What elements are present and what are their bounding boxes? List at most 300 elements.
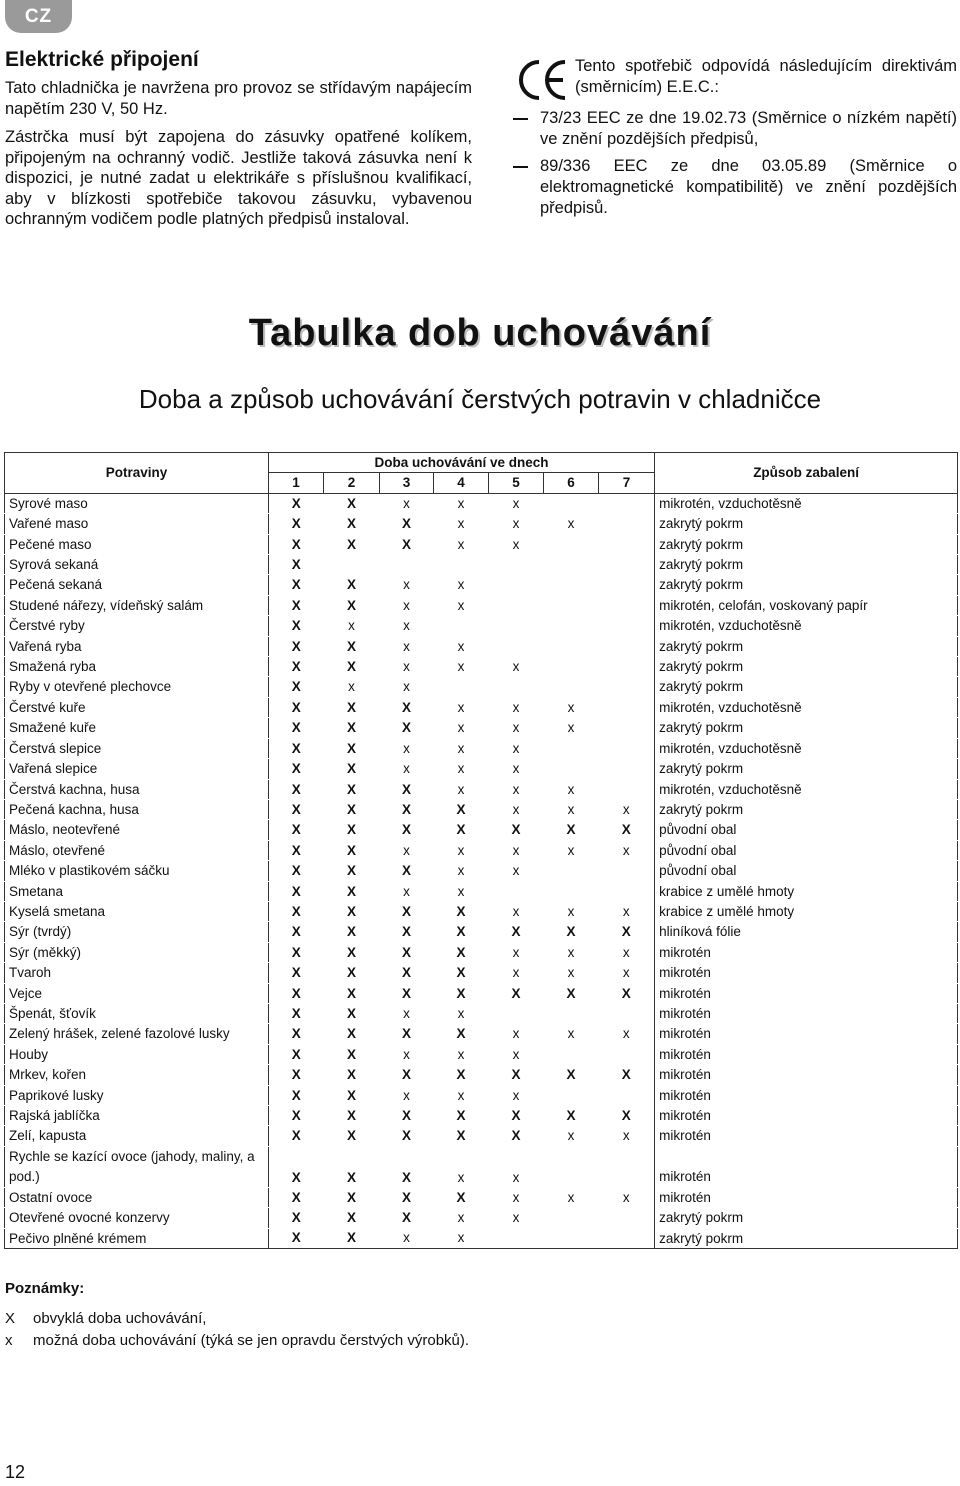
storage-day-cell: X [269, 881, 324, 901]
table-row [5, 759, 958, 779]
packaging-cell: mikrotén, vzduchotěsně [655, 616, 958, 636]
storage-day-cell: X [269, 1085, 324, 1105]
storage-day-cell: X [566, 924, 576, 940]
storage-day-cell: x [457, 863, 465, 879]
storage-day-cell [544, 1003, 599, 1023]
storage-day-cell [544, 555, 599, 575]
storage-day-cell: X [269, 759, 324, 779]
storage-day-cell: X [401, 536, 411, 552]
storage-day-cell: X [346, 577, 356, 593]
storage-day-cell [544, 595, 599, 615]
dash-bullet [513, 108, 540, 150]
storage-day-cell: X [401, 1210, 411, 1226]
storage-day-cell: X [401, 944, 411, 960]
storage-day-cell: X [511, 924, 521, 940]
storage-day-cell: x [512, 761, 520, 777]
table-row [5, 1065, 958, 1085]
storage-day-cell: X [401, 1189, 411, 1205]
food-name-cell: Smažená ryba [5, 657, 269, 677]
storage-day-cell [599, 697, 655, 717]
food-name-cell: Zelený hrášek, zelené fazolové lusky [5, 1024, 269, 1044]
storage-day-cell: X [269, 1106, 324, 1126]
storage-day-cell: X [269, 799, 324, 819]
storage-day-cell: x [512, 863, 520, 879]
storage-day-cell: x [512, 536, 520, 552]
storage-day-cell: X [346, 1026, 356, 1042]
storage-day-cell: x [512, 720, 520, 736]
storage-day-cell: X [566, 822, 576, 838]
day-number-header: 2 [324, 473, 380, 493]
electrical-connection-section [5, 46, 472, 238]
storage-day-cell [599, 555, 655, 575]
header-days: Doba uchovávání ve dnech [269, 453, 655, 473]
storage-day-cell [599, 779, 655, 799]
storage-day-cell: x [457, 1169, 465, 1185]
table-row [5, 493, 958, 513]
header-packaging: Způsob zabalení [655, 453, 958, 494]
storage-day-cell [489, 575, 544, 595]
table-row [5, 1187, 958, 1207]
storage-day-cell [544, 616, 599, 636]
food-name-cell: Máslo, otevřené [5, 840, 269, 860]
storage-day-cell: X [346, 965, 356, 981]
food-name-cell: Syrové maso [5, 493, 269, 513]
storage-day-cell: x [567, 1026, 575, 1042]
header-food: Potraviny [5, 453, 269, 494]
packaging-cell: mikrotén [655, 1065, 958, 1085]
storage-day-cell [599, 1003, 655, 1023]
storage-day-cell: X [401, 903, 411, 919]
storage-day-cell: x [457, 577, 465, 593]
storage-day-cell [599, 738, 655, 758]
storage-day-cell [544, 881, 599, 901]
food-name-cell: Pečená kachna, husa [5, 799, 269, 819]
table-row [5, 534, 958, 554]
storage-day-cell: X [269, 697, 324, 717]
storage-day-cell: x [512, 659, 520, 675]
storage-day-cell: X [346, 883, 356, 899]
storage-day-cell: X [401, 1169, 411, 1185]
storage-day-cell [324, 555, 380, 575]
table-row [5, 1146, 958, 1187]
storage-day-cell: X [401, 863, 411, 879]
storage-day-cell: X [346, 516, 356, 532]
table-subtitle: Doba a způsob uchovávání čerstvých potravin v chladničce [138, 384, 822, 414]
storage-day-cell: X [346, 496, 356, 512]
storage-day-cell [544, 636, 599, 656]
food-name-cell: Zelí, kapusta [5, 1126, 269, 1146]
storage-day-cell: X [401, 985, 411, 1001]
storage-day-cell [544, 738, 599, 758]
storage-day-cell [599, 881, 655, 901]
storage-day-cell: X [269, 1126, 324, 1146]
storage-day-cell: X [456, 924, 466, 940]
packaging-cell: mikrotén [655, 942, 958, 962]
food-name-cell: Rajská jablíčka [5, 1106, 269, 1126]
storage-day-cell: X [346, 536, 356, 552]
storage-day-cell [599, 718, 655, 738]
ce-intro-text: Tento spotřebič odpovídá následujícím direktivám (směrnicím) E.E.C.: [575, 57, 957, 96]
storage-day-cell: X [566, 1108, 576, 1123]
storage-day-cell: x [567, 944, 575, 960]
packaging-cell: krabice z umělé hmoty [655, 881, 958, 901]
storage-day-cell: x [512, 740, 520, 756]
storage-day-cell: X [401, 720, 411, 736]
storage-day-cell: x [512, 944, 520, 960]
storage-day-cell: X [346, 699, 356, 715]
storage-day-cell: X [346, 903, 356, 919]
table-row [5, 555, 958, 575]
storage-day-cell: X [456, 822, 466, 838]
packaging-cell: zakrytý pokrm [655, 514, 958, 534]
storage-day-cell: X [401, 1026, 411, 1042]
storage-day-cell: x [512, 516, 520, 532]
table-row [5, 1228, 958, 1248]
table-row [5, 840, 958, 860]
table-row [5, 616, 958, 636]
day-number-header: 7 [599, 473, 655, 493]
storage-day-cell: X [456, 985, 466, 1001]
packaging-cell: mikrotén [655, 1003, 958, 1023]
storage-day-cell: X [346, 842, 356, 858]
table-row [5, 514, 958, 534]
table-row [5, 1085, 958, 1105]
storage-day-cell: X [599, 922, 655, 942]
packaging-cell: mikrotén [655, 963, 958, 983]
storage-day-cell: X [269, 840, 324, 860]
day-number-header: 5 [489, 473, 544, 493]
storage-day-cell: X [599, 1106, 655, 1126]
storage-day-cell: X [599, 983, 655, 1003]
storage-day-cell: X [269, 779, 324, 799]
table-row [5, 881, 958, 901]
storage-day-cell: X [269, 1187, 324, 1207]
food-name-cell: Mléko v plastikovém sáčku [5, 861, 269, 881]
storage-day-cell: x [512, 1189, 520, 1205]
packaging-cell: zakrytý pokrm [655, 555, 958, 575]
storage-day-cell: x [380, 1228, 434, 1248]
storage-day-cell: X [269, 1024, 324, 1044]
storage-day-cell: X [346, 720, 356, 736]
table-row [5, 1208, 958, 1228]
storage-day-cell: x [457, 699, 465, 715]
note-text: obvyklá doba uchovávání, [33, 1310, 207, 1327]
packaging-cell: zakrytý pokrm [655, 1228, 958, 1248]
packaging-cell: mikrotén [655, 1106, 958, 1126]
paragraph: Zástrčka musí být zapojena do zásuvky opatřené kolíkem, připojeným na ochranný vodič. Jestliže taková zásuvka není k dispozici, je nutné zadat u elektrikáře s příslušnou kvalifikací, aby v blízkosti spotřebiče takovou zásuvku, vybavenou ochranným vodičem podle platných předpisů instaloval. [5, 128, 472, 228]
storage-day-cell: x [403, 638, 410, 654]
storage-day-cell: X [401, 801, 411, 817]
storage-day-cell: X [269, 595, 324, 615]
table-row [5, 1003, 958, 1023]
storage-day-cell: X [456, 1067, 466, 1083]
food-name-cell: Vařená slepice [5, 759, 269, 779]
food-name-cell: Pečená sekaná [5, 575, 269, 595]
storage-day-cell: x [567, 781, 575, 797]
food-name-cell: Smažené kuře [5, 718, 269, 738]
storage-day-cell: X [269, 922, 324, 942]
directive-text: 89/336 EEC ze dne 03.05.89 (Směrnice o elektromagnetické kompatibilitě) ve znění pozdějších předpisů. [540, 157, 957, 217]
table-row [5, 575, 958, 595]
storage-day-cell [599, 1208, 655, 1228]
storage-day-cell: x [512, 842, 520, 858]
storage-day-cell: X [346, 1087, 356, 1103]
food-name-cell: Ostatní ovoce [5, 1187, 269, 1207]
food-name-cell: Syrová sekaná [5, 555, 269, 575]
storage-day-cell: x [599, 963, 655, 983]
packaging-cell: hliníková fólie [655, 922, 958, 942]
storage-day-cell: x [599, 1126, 655, 1146]
storage-day-cell [544, 1146, 599, 1187]
packaging-cell: původní obal [655, 861, 958, 881]
packaging-cell: mikrotén [655, 1126, 958, 1146]
table-row [5, 799, 958, 819]
ce-compliance-section [513, 56, 957, 219]
storage-day-cell: X [346, 1046, 356, 1062]
packaging-cell: mikrotén [655, 1187, 958, 1207]
food-name-cell: Sýr (měkký) [5, 942, 269, 962]
packaging-cell: mikrotén [655, 1024, 958, 1044]
storage-day-cell [599, 1146, 655, 1187]
table-row [5, 738, 958, 758]
storage-day-cell: X [269, 514, 324, 534]
storage-day-cell: X [269, 616, 324, 636]
table-body [5, 493, 958, 1248]
packaging-cell: mikrotén, celofán, voskovaný papír [655, 595, 958, 615]
food-name-cell: Houby [5, 1044, 269, 1064]
food-name-cell: Špenát, šťovík [5, 1003, 269, 1023]
packaging-cell: krabice z umělé hmoty [655, 901, 958, 921]
table-row [5, 697, 958, 717]
packaging-cell: zakrytý pokrm [655, 799, 958, 819]
notes-title: Poznámky: [5, 1280, 85, 1297]
storage-day-cell: x [512, 781, 520, 797]
storage-day-cell: X [346, 1108, 356, 1123]
packaging-cell: mikrotén [655, 1085, 958, 1105]
food-name-cell: Studené nářezy, vídeňský salám [5, 595, 269, 615]
dash-bullet [513, 156, 540, 219]
storage-day-cell: x [512, 1169, 520, 1185]
storage-day-cell: X [599, 1065, 655, 1085]
notes-section [5, 1278, 469, 1352]
storage-day-cell: x [567, 720, 575, 736]
storage-day-cell: X [401, 1128, 411, 1144]
packaging-cell: mikrotén [655, 983, 958, 1003]
directive-item [513, 156, 957, 219]
table-title: Tabulka dob uchovávání [248, 312, 712, 354]
storage-day-cell: X [269, 963, 324, 983]
table-row [5, 718, 958, 738]
storage-day-cell: X [269, 820, 324, 840]
directive-item [513, 108, 957, 150]
food-name-cell: Vařená ryba [5, 636, 269, 656]
packaging-cell: mikrotén, vzduchotěsně [655, 697, 958, 717]
language-badge: CZ [5, 0, 72, 33]
food-name-cell: Máslo, neotevřené [5, 820, 269, 840]
storage-day-cell: X [269, 901, 324, 921]
table-row [5, 1024, 958, 1044]
food-name-cell: Otevřené ovocné konzervy [5, 1208, 269, 1228]
page-number: 12 [5, 1462, 26, 1482]
food-name-cell: Pečené maso [5, 534, 269, 554]
storage-day-cell: x [599, 1187, 655, 1207]
storage-day-cell: x [457, 597, 465, 613]
storage-day-cell: X [269, 1146, 324, 1187]
storage-day-cell: X [269, 738, 324, 758]
storage-day-cell: x [512, 699, 520, 715]
storage-day-cell: x [457, 1005, 465, 1021]
storage-day-cell: x [567, 903, 575, 919]
storage-day-cell [599, 493, 655, 513]
packaging-cell: zakrytý pokrm [655, 1208, 958, 1228]
storage-day-cell: X [456, 1128, 466, 1144]
day-number-header: 1 [269, 473, 324, 493]
storage-day-cell: X [269, 657, 324, 677]
storage-day-cell: x [599, 840, 655, 860]
table-row [5, 901, 958, 921]
storage-day-cell: x [403, 1087, 410, 1103]
packaging-cell: zakrytý pokrm [655, 575, 958, 595]
storage-day-cell: x [567, 516, 575, 532]
table-row [5, 1126, 958, 1146]
storage-day-cell: x [567, 1128, 575, 1144]
storage-day-cell: X [599, 820, 655, 840]
storage-day-cell: x [457, 1210, 465, 1226]
storage-day-cell: X [269, 1065, 324, 1085]
note-symbol: X [5, 1310, 16, 1327]
table-row [5, 636, 958, 656]
storage-day-cell: X [401, 1108, 411, 1123]
storage-day-cell: x [567, 1189, 575, 1205]
storage-day-cell [544, 861, 599, 881]
storage-day-cell [434, 616, 489, 636]
storage-day-cell: X [346, 801, 356, 817]
storage-day-cell: x [434, 1228, 489, 1248]
storage-day-cell: X [324, 1228, 380, 1248]
storage-day-cell: x [403, 597, 410, 613]
storage-day-cell: X [346, 1210, 356, 1226]
storage-day-cell: x [457, 496, 465, 512]
storage-day-cell: X [346, 944, 356, 960]
storage-day-cell [544, 657, 599, 677]
storage-day-cell: X [456, 965, 466, 981]
packaging-cell: mikrotén, vzduchotěsně [655, 738, 958, 758]
paragraph: Tato chladnička je navržena pro provoz se střídavým napájecím napětím 230 V, 50 Hz. [5, 79, 472, 118]
storage-day-cell: X [346, 740, 356, 756]
food-name-cell: Ryby v otevřené plechovce [5, 677, 269, 697]
storage-day-cell: x [403, 1046, 410, 1062]
storage-day-cell: X [401, 781, 411, 797]
storage-day-cell [489, 636, 544, 656]
storage-day-cell [599, 1044, 655, 1064]
storage-day-cell [599, 657, 655, 677]
storage-day-cell: x [599, 942, 655, 962]
directive-text: 73/23 EEC ze dne 19.02.73 (Směrnice o nízkém napětí) ve znění pozdějších předpisů, [540, 109, 957, 148]
food-name-cell: Vařené maso [5, 514, 269, 534]
storage-table [4, 452, 958, 1249]
storage-day-cell: x [457, 781, 465, 797]
day-number-header: 4 [434, 473, 489, 493]
storage-day-cell: X [346, 1169, 356, 1185]
storage-day-cell [599, 636, 655, 656]
storage-day-cell: X [269, 1044, 324, 1064]
packaging-cell: původní obal [655, 840, 958, 860]
packaging-cell: mikrotén, vzduchotěsně [655, 779, 958, 799]
storage-day-cell [544, 1228, 599, 1248]
storage-day-cell: X [401, 924, 411, 940]
storage-day-cell: x [403, 740, 410, 756]
storage-day-cell: x [457, 761, 465, 777]
storage-day-cell: X [511, 1108, 521, 1123]
storage-day-cell: X [566, 985, 576, 1001]
storage-day-cell: x [403, 659, 410, 675]
storage-day-cell: X [346, 1067, 356, 1083]
storage-day-cell: X [346, 863, 356, 879]
storage-day-cell: X [346, 597, 356, 613]
packaging-cell: mikrotén [655, 1044, 958, 1064]
storage-day-cell: x [512, 1046, 520, 1062]
storage-day-cell: X [511, 985, 521, 1001]
storage-day-cell: X [456, 1189, 466, 1205]
table-row [5, 1044, 958, 1064]
packaging-cell: mikrotén, vzduchotěsně [655, 493, 958, 513]
storage-day-cell [380, 555, 434, 575]
day-number-header: 3 [380, 473, 434, 493]
storage-day-cell: x [403, 679, 410, 695]
storage-day-cell: X [269, 861, 324, 881]
food-name-cell: Čerstvé kuře [5, 697, 269, 717]
food-name-cell: Kyselá smetana [5, 901, 269, 921]
storage-day-cell: X [511, 1067, 521, 1083]
storage-day-cell: x [599, 799, 655, 819]
storage-day-cell: x [457, 720, 465, 736]
storage-day-cell: X [566, 1067, 576, 1083]
table-row [5, 820, 958, 840]
food-name-cell: Rychle se kazící ovoce (jahody, maliny, a pod.) [5, 1146, 269, 1187]
storage-day-cell [599, 575, 655, 595]
storage-day-cell: x [457, 1046, 465, 1062]
table-row [5, 942, 958, 962]
storage-day-cell: X [269, 534, 324, 554]
food-name-cell: Sýr (tvrdý) [5, 922, 269, 942]
storage-day-cell: X [269, 983, 324, 1003]
storage-day-cell: X [401, 516, 411, 532]
storage-day-cell: X [346, 659, 356, 675]
storage-day-cell: x [457, 638, 465, 654]
storage-day-cell [599, 534, 655, 554]
note-item [5, 1308, 469, 1330]
packaging-cell: zakrytý pokrm [655, 718, 958, 738]
storage-day-cell: x [403, 883, 410, 899]
storage-day-cell: X [269, 493, 324, 513]
storage-day-cell: x [403, 842, 410, 858]
storage-day-cell [489, 1003, 544, 1023]
food-name-cell: Tvaroh [5, 963, 269, 983]
note-text: možná doba uchovávání (týká se jen opravdu čerstvých výrobků). [33, 1332, 470, 1349]
packaging-cell: mikrotén [655, 1146, 958, 1187]
storage-day-cell [599, 616, 655, 636]
storage-day-cell: X [346, 822, 356, 838]
storage-day-cell: x [512, 1210, 520, 1226]
packaging-cell: zakrytý pokrm [655, 657, 958, 677]
storage-day-cell: X [346, 924, 356, 940]
food-name-cell: Čerstvá kachna, husa [5, 779, 269, 799]
storage-day-cell [489, 616, 544, 636]
storage-day-cell: X [511, 822, 521, 838]
food-name-cell: Čerstvé ryby [5, 616, 269, 636]
storage-day-cell [434, 677, 489, 697]
food-name-cell: Paprikové lusky [5, 1085, 269, 1105]
